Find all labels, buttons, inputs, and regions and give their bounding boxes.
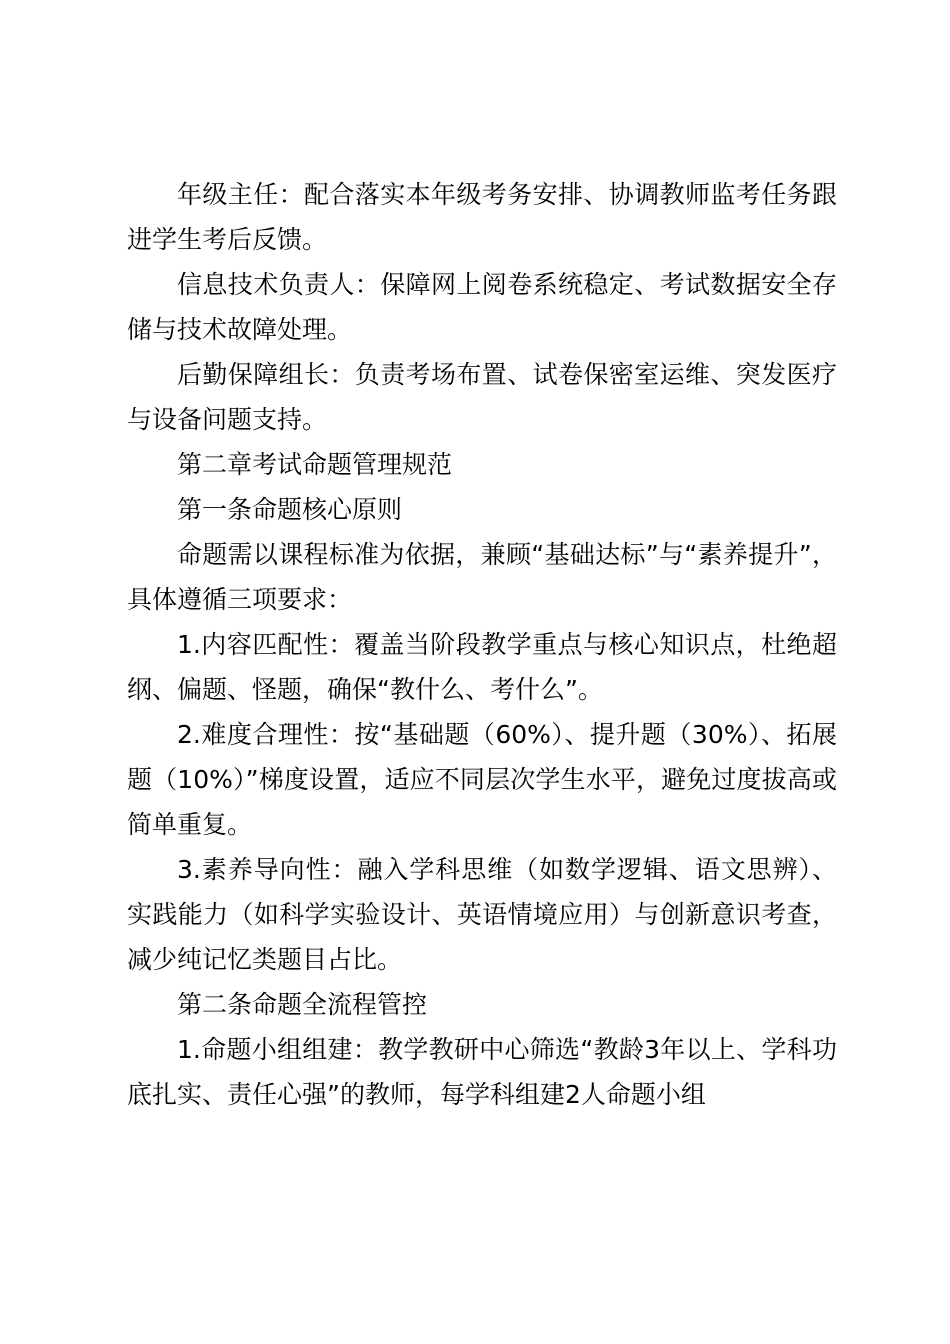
chapter-heading: 第二章考试命题管理规范 — [177, 450, 453, 479]
article-heading-1: 第一条命题核心原则 — [177, 495, 403, 524]
paragraph-item-3: 3.素养导向性：融入学科思维（如数学逻辑、语文思辨）、实践能力（如科学实验设计、英语情境应用）与创新意识考查，减少纯记忆类题目占比。 — [127, 855, 837, 974]
paragraph-logistics-lead: 后勤保障组长：负责考场布置、试卷保密室运维、突发医疗与设备问题支持。 — [127, 360, 837, 434]
paragraph-team-setup: 1.命题小组组建：教学教研中心筛选“教龄3年以上、学科功底扎实、责任心强”的教师，每学科组建2人命题小组 — [127, 1035, 837, 1109]
paragraph-principles-intro: 命题需以课程标准为依据，兼顾“基础达标”与“素养提升”，具体遵循三项要求： — [127, 540, 837, 614]
paragraph-grade-director: 年级主任：配合落实本年级考务安排、协调教师监考任务跟进学生考后反馈。 — [127, 180, 837, 254]
article-heading-2: 第二条命题全流程管控 — [177, 990, 428, 1019]
paragraph-item-2: 2.难度合理性：按“基础题（60%）、提升题（30%）、拓展题（10%）”梯度设置，适应不同层次学生水平，避免过度拔高或简单重复。 — [127, 720, 837, 839]
paragraph-item-1: 1.内容匹配性：覆盖当阶段教学重点与核心知识点，杜绝超纲、偏题、怪题，确保“教什么、考什么”。 — [127, 630, 837, 704]
document-body — [127, 172, 837, 1117]
paragraph-it-lead: 信息技术负责人：保障网上阅卷系统稳定、考试数据安全存储与技术故障处理。 — [127, 270, 837, 344]
